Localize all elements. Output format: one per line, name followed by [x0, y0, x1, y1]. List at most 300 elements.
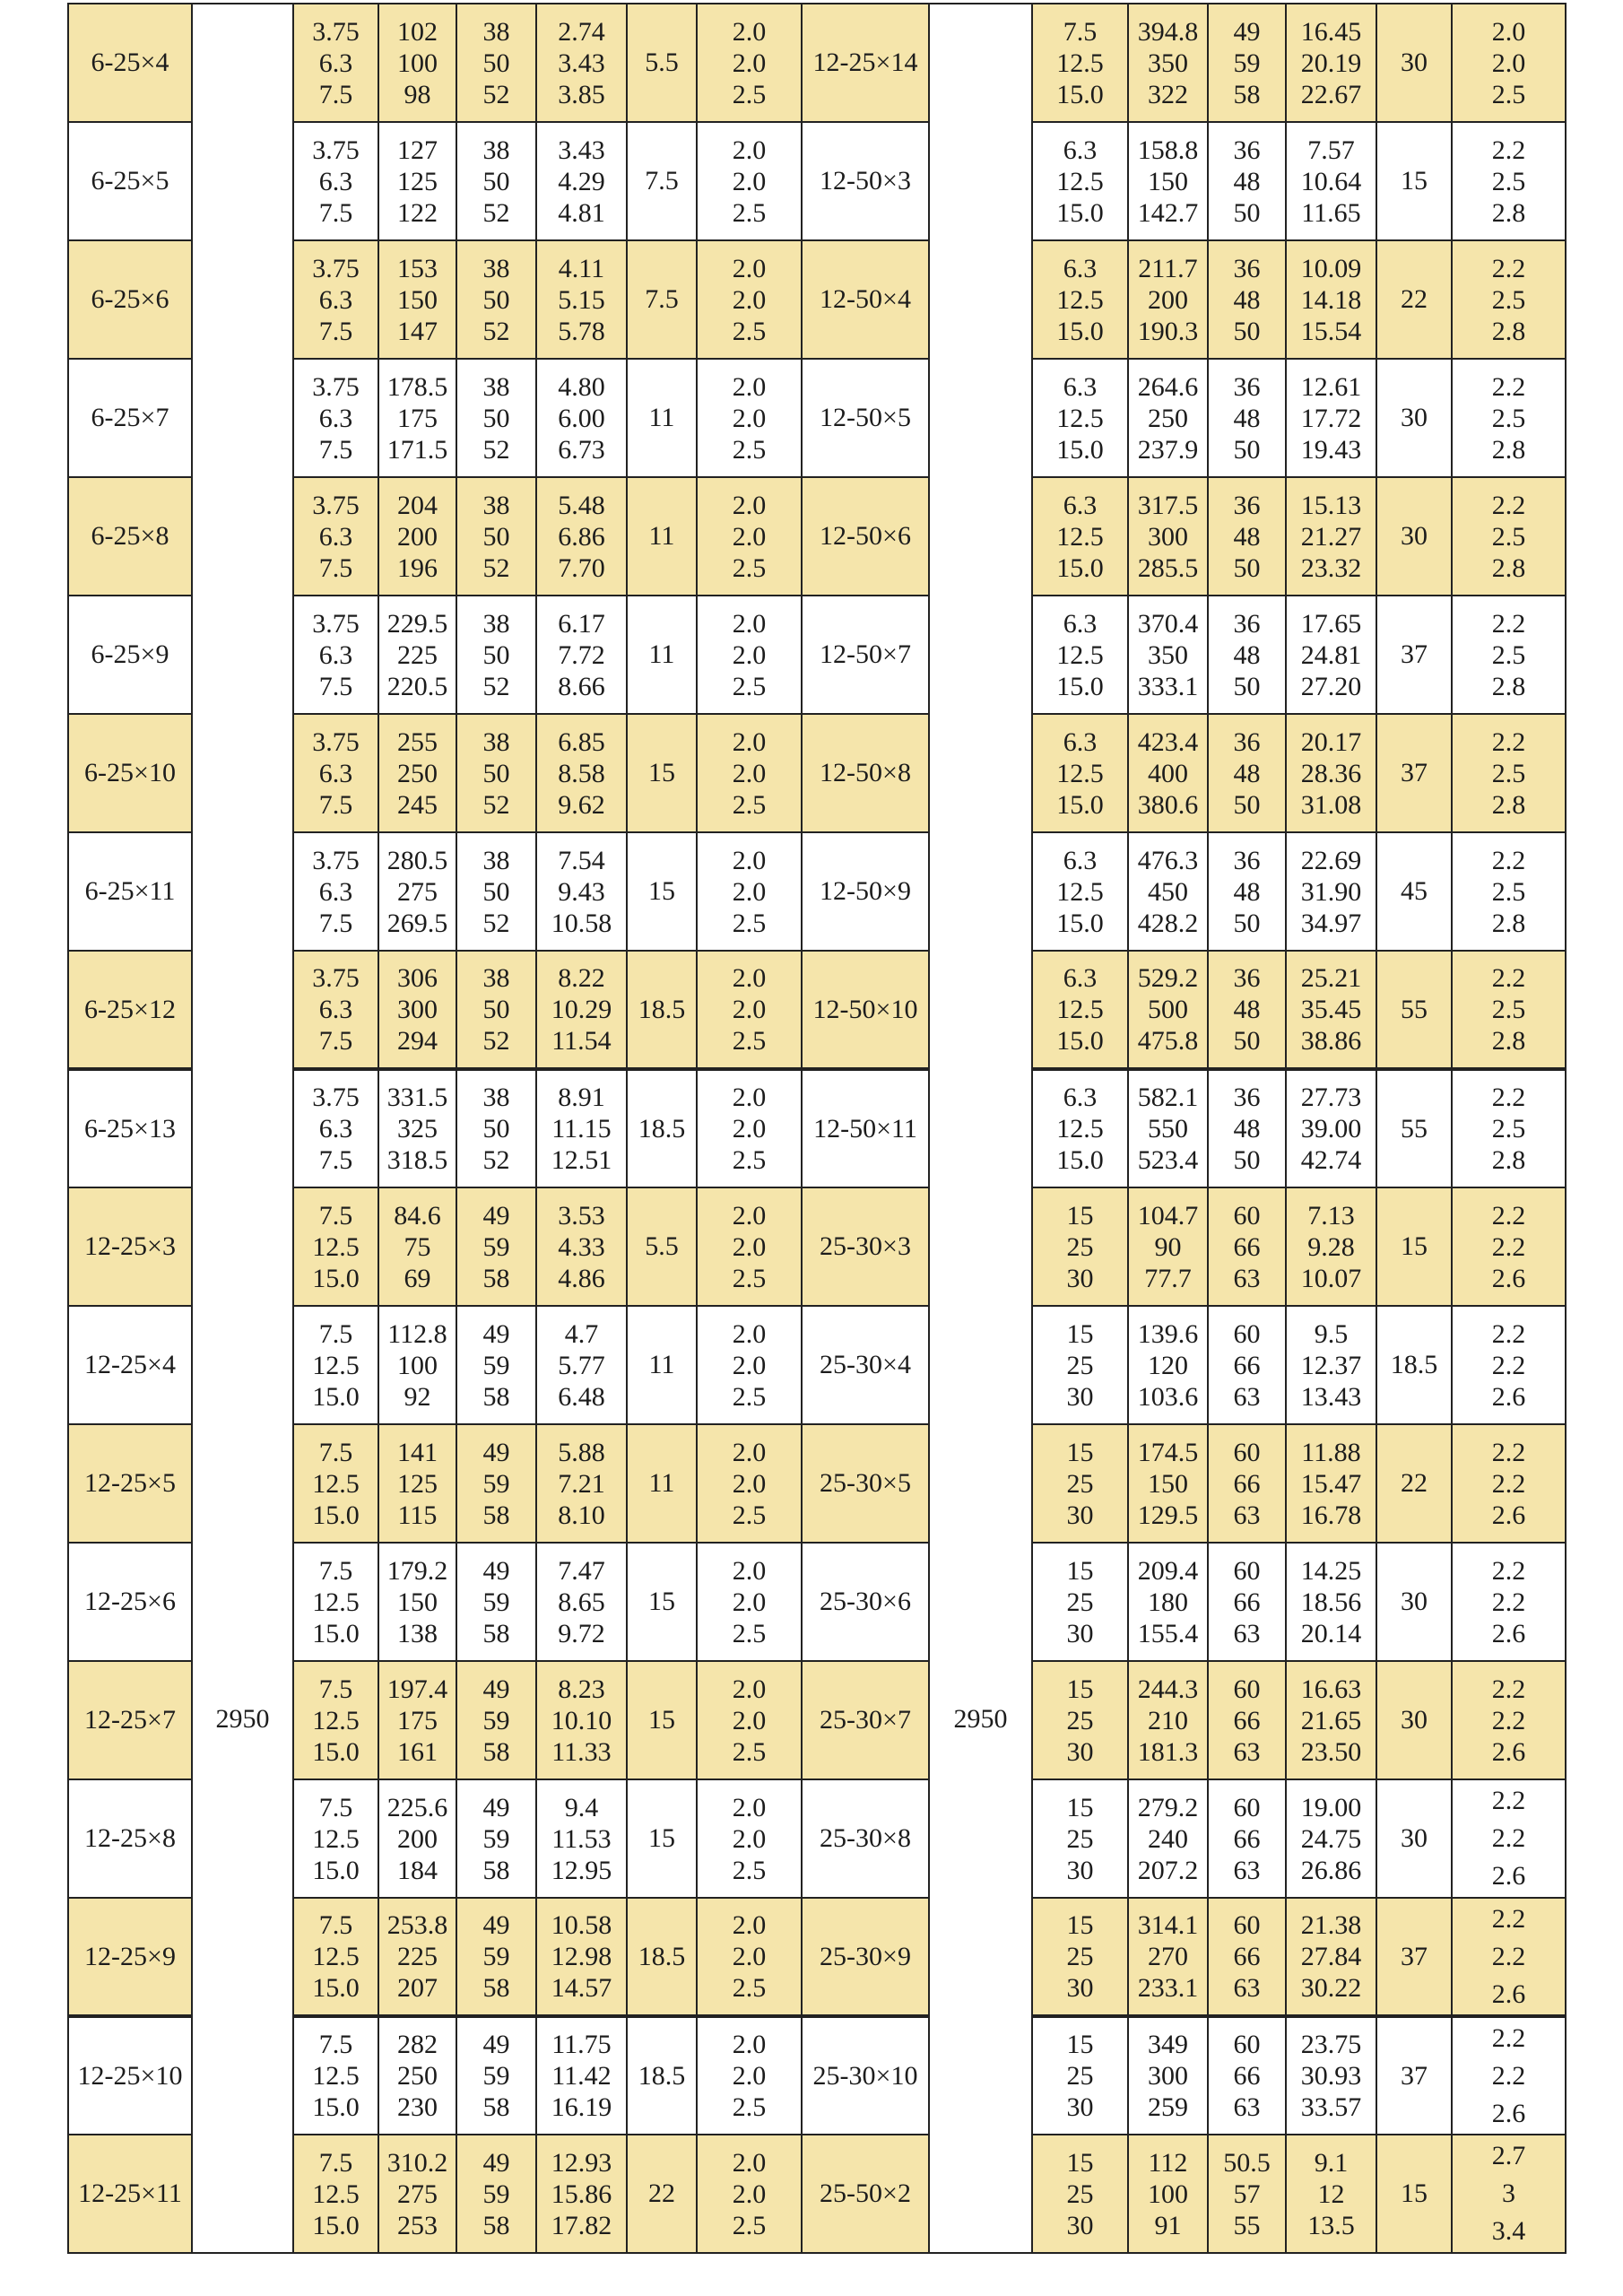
- value-line: 12.98: [551, 1942, 612, 1971]
- pump-table-body: [68, 4, 1566, 2253]
- power-cell: [1286, 477, 1376, 596]
- value-line: 11.75: [551, 2030, 612, 2059]
- value-line: 30: [1066, 1500, 1094, 1530]
- value-line: 57: [1233, 2179, 1261, 2209]
- value-line: 27.73: [1300, 1083, 1362, 1112]
- value-line: 52: [482, 316, 510, 346]
- value-line: 318.5: [386, 1145, 448, 1175]
- value-line: 300: [1148, 521, 1188, 552]
- value-line: 63: [1233, 1973, 1261, 2003]
- value-line: 2.74: [558, 16, 605, 47]
- value-line: 12.5: [312, 1468, 360, 1499]
- model-cell: 6-25×9: [68, 596, 192, 714]
- value-line: 75: [404, 1231, 431, 1262]
- value-line: 30: [1066, 1736, 1094, 1767]
- speed-value: 2950: [215, 1704, 270, 1735]
- value-line: 7.47: [558, 1555, 605, 1586]
- value-line: 2.2: [1491, 135, 1526, 165]
- value-line: 4.33: [558, 1231, 605, 1262]
- flow-cell: [293, 2016, 378, 2135]
- value-line: 10.07: [1300, 1263, 1362, 1293]
- value-line: 15: [1066, 1318, 1094, 1349]
- model-cell: 6-25×5: [68, 122, 192, 240]
- flow-cell: [1032, 240, 1128, 359]
- head-cell: [378, 2016, 456, 2135]
- value-line: 66: [1233, 1942, 1261, 1971]
- efficiency-cell: [456, 4, 536, 122]
- value-line: 15: [1066, 1910, 1094, 1940]
- value-line: 2.0: [732, 639, 767, 670]
- npsh-cell: [697, 2016, 802, 2135]
- value-line: 27.84: [1300, 1942, 1362, 1971]
- value-line: 200: [397, 521, 438, 552]
- motor-cell: 11: [627, 1306, 697, 1424]
- value-line: 55: [1233, 2210, 1261, 2240]
- value-line: 175: [397, 1705, 438, 1735]
- value-line: 158.8: [1137, 135, 1199, 165]
- value-line: 58: [482, 1263, 510, 1293]
- motor-cell: 7.5: [627, 240, 697, 359]
- efficiency-cell: [456, 1543, 536, 1661]
- npsh-cell: [1452, 951, 1566, 1069]
- head-cell: [378, 1779, 456, 1898]
- value-line: 300: [397, 995, 438, 1024]
- value-line: 12.5: [312, 1942, 360, 1971]
- value-line: 31.90: [1300, 876, 1362, 907]
- value-line: 3.75: [312, 726, 360, 757]
- flow-cell: [1032, 1424, 1128, 1543]
- flow-cell: [1032, 832, 1128, 951]
- value-line: 100: [397, 1350, 438, 1380]
- value-line: 4.86: [558, 1263, 605, 1293]
- model-cell: 12-50×5: [802, 359, 929, 477]
- value-line: 38.86: [1300, 1026, 1362, 1056]
- head-cell: [1128, 2135, 1208, 2253]
- value-line: 475.8: [1137, 1026, 1199, 1056]
- value-line: 4.80: [558, 371, 605, 402]
- value-line: 2.5: [732, 1263, 767, 1293]
- efficiency-cell: [456, 2135, 536, 2253]
- value-line: 9.62: [558, 789, 605, 820]
- value-line: 2.0: [732, 371, 767, 402]
- npsh-cell: [697, 359, 802, 477]
- value-line: 2.2: [1491, 1555, 1526, 1586]
- value-line: 50: [482, 166, 510, 196]
- value-line: 4.7: [564, 1318, 599, 1349]
- value-line: 2.0: [732, 1792, 767, 1822]
- value-line: 59: [482, 2061, 510, 2091]
- value-line: 15.0: [312, 1855, 360, 1885]
- value-line: 2.6: [1491, 1618, 1526, 1648]
- value-line: 6.86: [558, 521, 605, 552]
- value-line: 2.5: [1491, 166, 1526, 196]
- value-line: 209.4: [1137, 1555, 1199, 1586]
- value-line: 2.2: [1491, 608, 1526, 639]
- value-line: 98: [404, 79, 431, 109]
- npsh-cell: [1452, 1779, 1566, 1898]
- efficiency-cell: [1208, 951, 1286, 1069]
- head-cell: [378, 1069, 456, 1187]
- value-line: 15.0: [1056, 1145, 1104, 1175]
- value-line: 2.0: [1491, 16, 1526, 47]
- value-line: 21.65: [1300, 1705, 1362, 1735]
- value-line: 63: [1233, 1618, 1261, 1648]
- motor-cell: 18.5: [627, 951, 697, 1069]
- value-line: 2.0: [732, 876, 767, 907]
- value-line: 2.2: [1491, 1083, 1526, 1112]
- head-cell: [378, 714, 456, 832]
- power-cell: [536, 951, 627, 1069]
- value-line: 210: [1148, 1705, 1188, 1735]
- value-line: 349: [1148, 2030, 1188, 2059]
- value-line: 15: [1066, 2147, 1094, 2178]
- value-line: 60: [1233, 1200, 1261, 1231]
- npsh-cell: [1452, 4, 1566, 122]
- flow-cell: [293, 1661, 378, 1779]
- value-line: 7.5: [318, 2147, 353, 2178]
- motor-cell: 55: [1376, 951, 1452, 1069]
- head-cell: [1128, 122, 1208, 240]
- value-line: 253.8: [386, 1910, 448, 1940]
- value-line: 115: [397, 1500, 438, 1530]
- head-cell: [378, 2135, 456, 2253]
- table-row: [68, 4, 1566, 122]
- value-line: 15: [1066, 1792, 1094, 1822]
- value-line: 49: [482, 1555, 510, 1586]
- value-line: 2.2: [1491, 2060, 1526, 2091]
- value-line: 306: [397, 963, 438, 993]
- value-line: 35.45: [1300, 995, 1362, 1024]
- npsh-cell: [697, 1424, 802, 1543]
- motor-cell: 37: [1376, 1898, 1452, 2016]
- value-line: 2.0: [732, 2179, 767, 2209]
- value-line: 150: [397, 1587, 438, 1617]
- value-line: 2.6: [1491, 2098, 1526, 2128]
- model-cell: 12-50×10: [802, 951, 929, 1069]
- npsh-cell: [697, 477, 802, 596]
- npsh-cell: [697, 951, 802, 1069]
- value-line: 15.0: [1056, 552, 1104, 583]
- value-line: 10.58: [551, 908, 612, 938]
- value-line: 2.8: [1491, 1145, 1526, 1175]
- value-line: 5.88: [558, 1437, 605, 1467]
- value-line: 30: [1066, 2092, 1094, 2122]
- value-line: 2.5: [732, 1736, 767, 1767]
- npsh-cell: [697, 832, 802, 951]
- value-line: 2.0: [732, 2061, 767, 2091]
- value-line: 2.0: [732, 253, 767, 283]
- value-line: 3.75: [312, 135, 360, 165]
- value-line: 7.21: [558, 1468, 605, 1499]
- value-line: 36: [1233, 608, 1261, 639]
- motor-cell: 15: [627, 1779, 697, 1898]
- value-line: 8.10: [558, 1500, 605, 1530]
- value-line: 138: [397, 1618, 438, 1648]
- value-line: 7.70: [558, 552, 605, 583]
- value-line: 122: [397, 197, 438, 228]
- power-cell: [1286, 1543, 1376, 1661]
- value-line: 5.78: [558, 316, 605, 346]
- npsh-cell: [697, 1069, 802, 1187]
- value-line: 184: [397, 1855, 438, 1885]
- value-line: 7.5: [318, 1792, 353, 1822]
- motor-cell: 30: [1376, 477, 1452, 596]
- value-line: 2.0: [732, 1200, 767, 1231]
- value-line: 12.95: [551, 1855, 612, 1885]
- value-line: 3.75: [312, 253, 360, 283]
- value-line: 2.5: [732, 789, 767, 820]
- value-line: 6.3: [1063, 490, 1098, 520]
- value-line: 523.4: [1137, 1145, 1199, 1175]
- value-line: 2.2: [1491, 1786, 1526, 1815]
- value-line: 211.7: [1138, 253, 1198, 283]
- power-cell: [1286, 1779, 1376, 1898]
- value-line: 58: [482, 1381, 510, 1412]
- value-line: 6.3: [318, 639, 353, 670]
- value-line: 280.5: [386, 845, 448, 875]
- value-line: 370.4: [1137, 608, 1199, 639]
- value-line: 49: [1233, 16, 1261, 47]
- value-line: 38: [482, 490, 510, 520]
- value-line: 50: [482, 876, 510, 907]
- value-line: 178.5: [386, 371, 448, 402]
- value-line: 9.28: [1307, 1231, 1355, 1262]
- value-line: 49: [482, 1792, 510, 1822]
- value-line: 120: [1148, 1350, 1188, 1380]
- head-cell: [378, 951, 456, 1069]
- flow-cell: [1032, 1187, 1128, 1306]
- value-line: 69: [404, 1263, 431, 1293]
- value-line: 63: [1233, 1855, 1261, 1885]
- value-line: 2.5: [732, 671, 767, 701]
- value-line: 2.5: [732, 434, 767, 465]
- value-line: 50: [1233, 789, 1261, 820]
- value-line: 2.5: [1491, 284, 1526, 315]
- value-line: 17.82: [551, 2210, 612, 2240]
- value-line: 155.4: [1137, 1618, 1199, 1648]
- value-line: 2.0: [732, 521, 767, 552]
- value-line: 52: [482, 552, 510, 583]
- power-cell: [536, 596, 627, 714]
- value-line: 2.2: [1491, 963, 1526, 993]
- value-line: 2.0: [732, 963, 767, 993]
- model-cell: 25-30×3: [802, 1187, 929, 1306]
- value-line: 7.5: [318, 1145, 353, 1175]
- value-line: 3.43: [558, 48, 605, 78]
- value-line: 17.72: [1300, 403, 1362, 433]
- value-line: 66: [1233, 1468, 1261, 1499]
- value-line: 225.6: [386, 1792, 448, 1822]
- value-line: 264.6: [1137, 371, 1199, 402]
- value-line: 42.74: [1300, 1145, 1362, 1175]
- value-line: 400: [1148, 758, 1188, 788]
- speed-cell: [929, 4, 1032, 2253]
- flow-cell: [293, 1069, 378, 1187]
- value-line: 60: [1233, 1437, 1261, 1467]
- value-line: 38: [482, 963, 510, 993]
- motor-cell: 11: [627, 1424, 697, 1543]
- value-line: 66: [1233, 1231, 1261, 1262]
- value-line: 12.5: [312, 1823, 360, 1854]
- value-line: 161: [397, 1736, 438, 1767]
- npsh-cell: [697, 714, 802, 832]
- model-cell: 6-25×12: [68, 951, 192, 1069]
- value-line: 2.5: [732, 1500, 767, 1530]
- npsh-cell: [1452, 477, 1566, 596]
- value-line: 12.5: [1056, 403, 1104, 433]
- model-cell: 25-50×2: [802, 2135, 929, 2253]
- pump-spec-table: [67, 3, 1567, 2254]
- value-line: 2.8: [1491, 671, 1526, 701]
- value-line: 6.85: [558, 726, 605, 757]
- value-line: 7.5: [318, 552, 353, 583]
- power-cell: [536, 1661, 627, 1779]
- value-line: 181.3: [1137, 1736, 1199, 1767]
- head-cell: [378, 240, 456, 359]
- efficiency-cell: [1208, 1187, 1286, 1306]
- value-line: 2.5: [732, 2092, 767, 2122]
- value-line: 60: [1233, 1792, 1261, 1822]
- value-line: 2.0: [732, 758, 767, 788]
- value-line: 48: [1233, 403, 1261, 433]
- efficiency-cell: [456, 596, 536, 714]
- efficiency-cell: [1208, 714, 1286, 832]
- value-line: 5.15: [558, 284, 605, 315]
- efficiency-cell: [1208, 1543, 1286, 1661]
- value-line: 6.3: [1063, 135, 1098, 165]
- value-line: 380.6: [1137, 789, 1199, 820]
- value-line: 30.93: [1300, 2061, 1362, 2091]
- value-line: 49: [482, 1910, 510, 1940]
- value-line: 2.5: [732, 316, 767, 346]
- motor-cell: 7.5: [627, 122, 697, 240]
- value-line: 38: [482, 845, 510, 875]
- power-cell: [536, 359, 627, 477]
- value-line: 58: [482, 1855, 510, 1885]
- value-line: 15.0: [312, 2092, 360, 2122]
- value-line: 2.5: [1491, 521, 1526, 552]
- value-line: 2.5: [732, 79, 767, 109]
- power-cell: [536, 1543, 627, 1661]
- value-line: 6.3: [318, 166, 353, 196]
- value-line: 7.5: [318, 1437, 353, 1467]
- value-line: 12.5: [312, 1587, 360, 1617]
- head-cell: [1128, 1424, 1208, 1543]
- value-line: 27.20: [1300, 671, 1362, 701]
- value-line: 394.8: [1137, 16, 1199, 47]
- value-line: 20.17: [1300, 726, 1362, 757]
- head-cell: [378, 122, 456, 240]
- value-line: 2.2: [1491, 726, 1526, 757]
- value-line: 100: [1148, 2179, 1188, 2209]
- value-line: 333.1: [1137, 671, 1199, 701]
- value-line: 2.0: [732, 1318, 767, 1349]
- motor-cell: 15: [1376, 122, 1452, 240]
- flow-cell: [1032, 2016, 1128, 2135]
- model-cell: 25-30×8: [802, 1779, 929, 1898]
- value-line: 141: [397, 1437, 438, 1467]
- efficiency-cell: [456, 122, 536, 240]
- value-line: 2.5: [732, 197, 767, 228]
- value-line: 50: [1233, 908, 1261, 938]
- head-cell: [1128, 1661, 1208, 1779]
- power-cell: [536, 1187, 627, 1306]
- value-line: 16.78: [1300, 1500, 1362, 1530]
- model-cell: 12-25×7: [68, 1661, 192, 1779]
- value-line: 15.86: [551, 2179, 612, 2209]
- efficiency-cell: [456, 1898, 536, 2016]
- power-cell: [1286, 240, 1376, 359]
- efficiency-cell: [1208, 1069, 1286, 1187]
- flow-cell: [293, 714, 378, 832]
- value-line: 30: [1066, 1855, 1094, 1885]
- motor-cell: 15: [627, 714, 697, 832]
- value-line: 25: [1066, 1942, 1094, 1971]
- value-line: 7.5: [318, 316, 353, 346]
- value-line: 50: [482, 1114, 510, 1144]
- value-line: 180: [1148, 1587, 1188, 1617]
- motor-cell: 37: [1376, 2016, 1452, 2135]
- value-line: 2.2: [1491, 1318, 1526, 1349]
- value-line: 15.0: [312, 1381, 360, 1412]
- value-line: 2.8: [1491, 789, 1526, 820]
- efficiency-cell: [456, 2016, 536, 2135]
- value-line: 48: [1233, 758, 1261, 788]
- npsh-cell: [1452, 1424, 1566, 1543]
- value-line: 12.5: [1056, 284, 1104, 315]
- power-cell: [1286, 596, 1376, 714]
- power-cell: [1286, 122, 1376, 240]
- value-line: 2.2: [1491, 1941, 1526, 1971]
- head-cell: [1128, 1187, 1208, 1306]
- value-line: 25: [1066, 1350, 1094, 1380]
- value-line: 2.8: [1491, 552, 1526, 583]
- value-line: 10.29: [551, 995, 612, 1024]
- value-line: 6.48: [558, 1381, 605, 1412]
- value-line: 19.00: [1300, 1792, 1362, 1822]
- efficiency-cell: [456, 951, 536, 1069]
- value-line: 34.97: [1300, 908, 1362, 938]
- model-cell: 12-50×3: [802, 122, 929, 240]
- value-line: 2.2: [1491, 1903, 1526, 1934]
- efficiency-cell: [1208, 1898, 1286, 2016]
- power-cell: [536, 2016, 627, 2135]
- value-line: 15.0: [1056, 789, 1104, 820]
- value-line: 15.0: [312, 1500, 360, 1530]
- flow-cell: [293, 359, 378, 477]
- value-line: 150: [1148, 166, 1188, 196]
- value-line: 450: [1148, 876, 1188, 907]
- value-line: 50: [482, 758, 510, 788]
- power-cell: [1286, 2135, 1376, 2253]
- value-line: 12.5: [312, 1231, 360, 1262]
- value-line: 3.75: [312, 16, 360, 47]
- npsh-cell: [1452, 832, 1566, 951]
- value-line: 2.0: [732, 1823, 767, 1854]
- value-line: 15.0: [1056, 197, 1104, 228]
- head-cell: [378, 1187, 456, 1306]
- model-cell: 12-50×6: [802, 477, 929, 596]
- value-line: 24.81: [1300, 639, 1362, 670]
- efficiency-cell: [1208, 359, 1286, 477]
- value-line: 15: [1066, 1200, 1094, 1231]
- flow-cell: [1032, 596, 1128, 714]
- motor-cell: 30: [1376, 1543, 1452, 1661]
- value-line: 6.3: [318, 1114, 353, 1144]
- efficiency-cell: [1208, 477, 1286, 596]
- value-line: 25.21: [1300, 963, 1362, 993]
- motor-cell: 5.5: [627, 4, 697, 122]
